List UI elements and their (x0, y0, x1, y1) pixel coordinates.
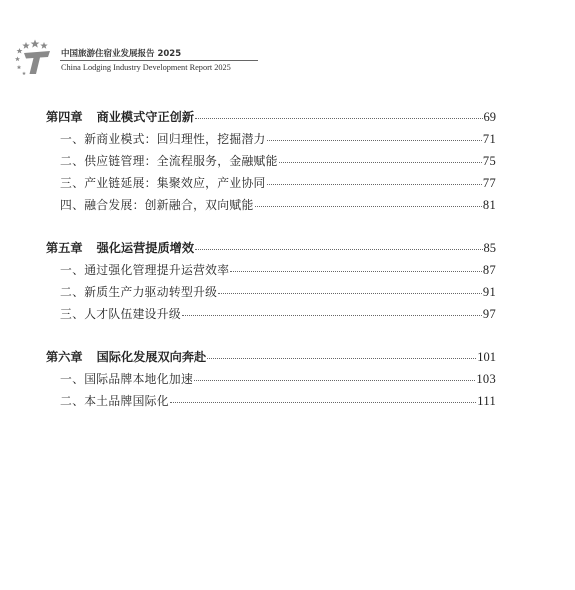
toc-page-number: 101 (477, 350, 496, 364)
toc-page-number: 75 (482, 154, 496, 168)
dot-leader (218, 293, 482, 294)
toc-section-title: 三、人才队伍建设升级 (60, 307, 181, 321)
toc-page-number: 91 (482, 285, 496, 299)
toc-chapter-title: 第五章 强化运营提质增效 (46, 241, 195, 255)
toc-section-title: 二、供应链管理：全流程服务，金融赋能 (60, 154, 278, 168)
toc-section-6-1[interactable] (46, 368, 496, 390)
header-divider (60, 60, 258, 61)
dot-leader (195, 118, 482, 119)
toc-section-title: 一、通过强化管理提升运营效率 (60, 263, 230, 277)
header-title-en: China Lodging Industry Development Report 2025 (61, 63, 231, 72)
toc-section-6-2[interactable] (46, 390, 496, 412)
toc-section-5-3[interactable] (46, 303, 496, 325)
toc-page-number: 103 (476, 372, 496, 386)
dot-leader (170, 402, 476, 403)
dot-leader (230, 271, 482, 272)
toc-chapter-5[interactable] (46, 237, 496, 259)
toc-section-title: 二、新质生产力驱动转型升级 (60, 285, 218, 299)
dot-leader (255, 206, 482, 207)
toc-section-title: 二、本土品牌国际化 (60, 394, 169, 408)
dot-leader (195, 249, 482, 250)
header-title-zh: 中国旅游住宿业发展报告 2025 (61, 49, 182, 59)
toc-page-number: 69 (483, 110, 496, 124)
toc-section-title: 三、产业链延展：集聚效应，产业协同 (60, 176, 266, 190)
toc-page-number: 111 (477, 394, 496, 408)
toc-page-number: 87 (482, 263, 496, 277)
toc-section-title: 四、融合发展：创新融合，双向赋能 (60, 198, 254, 212)
toc-page-number: 71 (482, 132, 496, 146)
toc-section-4-3[interactable] (46, 172, 496, 194)
toc-chapter-title: 第四章 商业模式守正创新 (46, 110, 195, 124)
dot-leader (267, 140, 482, 141)
report-header (14, 38, 264, 82)
toc-page-number: 97 (482, 307, 496, 321)
dot-leader (207, 358, 476, 359)
star-ring-t-logo-icon (14, 38, 56, 80)
toc-page-number: 85 (483, 241, 496, 255)
toc-section-4-1[interactable] (46, 128, 496, 150)
toc-chapter-6[interactable] (46, 346, 496, 368)
dot-leader (279, 162, 482, 163)
toc-chapter-4[interactable] (46, 106, 496, 128)
toc-section-4-2[interactable] (46, 150, 496, 172)
toc-section-title: 一、国际品牌本地化加速 (60, 372, 194, 386)
toc-section-title: 一、新商业模式：回归理性，挖掘潜力 (60, 132, 266, 146)
toc-chapter-title: 第六章 国际化发展双向奔赴 (46, 350, 207, 364)
toc-page-number: 81 (482, 198, 496, 212)
toc-section-4-4[interactable] (46, 194, 496, 216)
dot-leader (194, 380, 475, 381)
dot-leader (182, 315, 482, 316)
toc-section-5-1[interactable] (46, 259, 496, 281)
toc-page-number: 77 (482, 176, 496, 190)
dot-leader (267, 184, 482, 185)
toc-section-5-2[interactable] (46, 281, 496, 303)
